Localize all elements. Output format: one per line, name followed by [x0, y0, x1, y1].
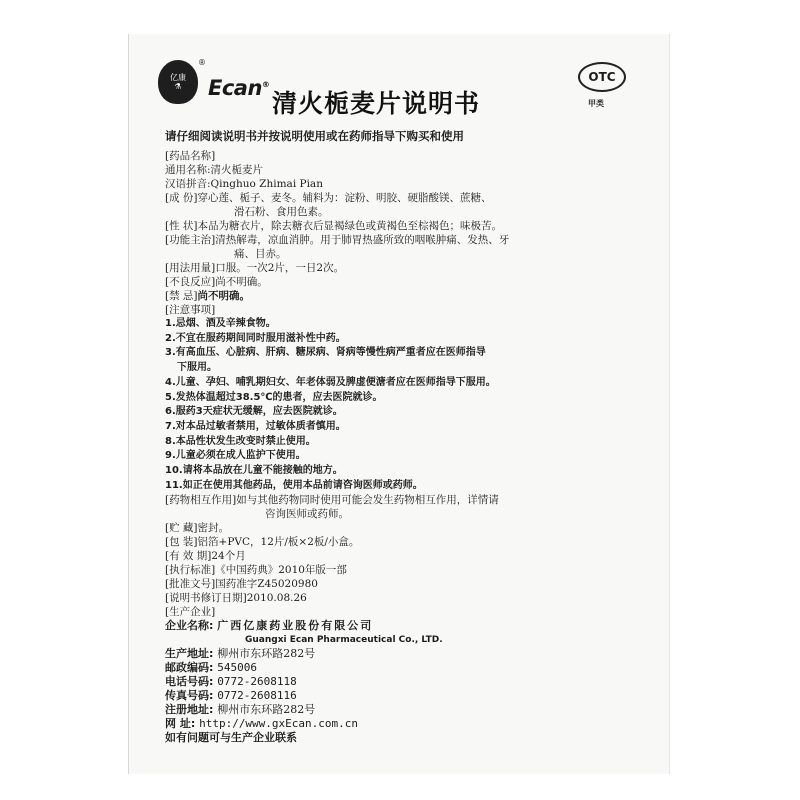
- dosage-value: 口服。一次2片，一日2次。: [215, 262, 345, 274]
- generic-name-label: 通用名称:: [165, 164, 211, 176]
- composition-row: [165, 191, 635, 219]
- seal-text: 亿康: [170, 72, 186, 82]
- company-seal-logo: [158, 58, 206, 104]
- address-label: 生产地址:: [165, 647, 214, 661]
- indications-label: [功能主治]: [165, 234, 216, 246]
- validity-row: [165, 549, 635, 563]
- properties-row: [165, 219, 635, 233]
- package-label: [包 装]: [165, 536, 198, 549]
- standard-label: [执行标准]: [165, 564, 216, 577]
- properties-label: [性 状]: [165, 220, 198, 232]
- registered-address-row: [165, 703, 635, 717]
- pinyin-value: Qinghuo Zhimai Pian: [210, 178, 323, 190]
- pinyin-row: [165, 177, 635, 191]
- generic-name-value: 清火栀麦片: [210, 164, 264, 176]
- approval-label: [批准文号]: [165, 578, 216, 591]
- interactions-row: [165, 493, 635, 521]
- precaution-item-8: 8.本品性状发生改变时禁止使用。: [165, 435, 316, 447]
- storage-label: [贮 藏]: [165, 522, 198, 535]
- brand-logo: [208, 76, 269, 100]
- storage-row: [165, 521, 635, 535]
- contraindications-row: [165, 289, 635, 303]
- otc-class-label: 甲类: [588, 99, 604, 108]
- revision-date-label: [说明书修订日期]: [165, 592, 247, 605]
- precaution-item-3-text: 3.有高血压、心脏病、肝病、糖尿病、肾病等慢性病严重者应在医师指导: [165, 347, 486, 359]
- composition-value: 穿心莲、栀子、麦冬。辅料为：淀粉、明胶、硬脂酸镁、蔗糖、: [197, 192, 492, 204]
- fax-label: 传真号码:: [165, 689, 214, 703]
- validity-value: 24个月: [211, 550, 246, 563]
- section-manufacturer: [生产企业]: [165, 606, 216, 619]
- standard-row: [165, 563, 635, 577]
- precaution-item-9: 9.儿童必须在成人监护下使用。: [165, 450, 306, 462]
- precaution-item-2: 2.不宜在服药期间同时服用滋补性中药。: [165, 332, 346, 344]
- storage-value: 密封。: [197, 522, 230, 535]
- standard-value: 《中国药典》2010年版一部: [215, 564, 347, 577]
- precaution-item-10: 10.请将本品放在儿童不能接触的地方。: [165, 465, 343, 477]
- registered-address-label: 注册地址:: [165, 703, 214, 717]
- adverse-reactions-row: [165, 275, 635, 289]
- zip-label: 邮政编码:: [165, 661, 214, 675]
- contraindications-value: 尚不明确。: [197, 290, 251, 302]
- website-label: 网 址:: [165, 717, 196, 731]
- website-row: [165, 717, 635, 731]
- properties-value: 本品为糖衣片，除去糖衣后显褐绿色或黄褐色至棕褐色；味极苦。: [197, 220, 503, 232]
- precaution-item-4: 4.儿童、孕妇、哺乳期妇女、年老体弱及脾虚便溏者应在医师指导下服用。: [165, 376, 496, 388]
- company-name-row: [165, 619, 635, 633]
- zip-row: [165, 661, 635, 675]
- validity-label: [有 效 期]: [165, 550, 212, 563]
- precaution-item-5: 5.发热体温超过38.5℃的患者，应去医院就诊。: [165, 391, 383, 403]
- interactions-value: 如与其他药物同时使用可能会发生药物相互作用，详情请: [236, 494, 499, 507]
- composition-value-cont: 滑石粉、食用色素。: [234, 206, 329, 218]
- adverse-reactions-label: [不良反应]: [165, 276, 216, 288]
- brand-registered-mark: ®: [261, 80, 270, 89]
- precaution-item-1: 1.忌烟、酒及辛辣食物。: [165, 318, 276, 329]
- interactions-label: [药物相互作用]: [165, 494, 237, 507]
- company-name-value: 广西亿康药业股份有限公司: [217, 619, 374, 633]
- composition-label: [成 份]: [165, 192, 198, 204]
- address-row: [165, 647, 635, 661]
- phone-row: [165, 675, 635, 689]
- package-value: 铝箔+PVC，12片/板×2板/小盒。: [197, 536, 360, 549]
- precaution-item-7: 7.对本品过敏者禁用，过敏体质者慎用。: [165, 420, 346, 432]
- indications-value-cont: 痛、目赤。: [234, 248, 287, 260]
- precaution-item-11: 11.如正在使用其他药品，使用本品前请咨询医师或药师。: [165, 479, 423, 491]
- generic-name-row: [165, 163, 635, 177]
- adverse-reactions-value: 尚不明确。: [215, 276, 268, 288]
- brand-text: Ecan: [208, 76, 262, 100]
- precaution-item-3-cont: 下服用。: [177, 362, 217, 374]
- otc-badge: OTC: [578, 62, 626, 92]
- revision-date-value: 2010.08.26: [246, 592, 307, 605]
- approval-value: 国药准字Z45020980: [215, 578, 318, 591]
- approval-row: [165, 577, 635, 591]
- phone-label: 电话号码:: [165, 675, 214, 689]
- indications-value: 清热解毒，凉血消肿。用于肺胃热盛所致的咽喉肿痛、发热、牙: [215, 234, 510, 246]
- dosage-label: [用法用量]: [165, 262, 216, 274]
- pinyin-label: 汉语拼音:: [165, 178, 211, 190]
- section-drug-name: [药品名称]: [165, 150, 216, 162]
- package-row: [165, 535, 635, 549]
- contraindications-label: [禁 忌]: [165, 290, 198, 302]
- interactions-value-cont: 咨询医师或药师。: [265, 508, 349, 521]
- registered-address-value: 柳州市东环路282号: [217, 703, 316, 717]
- indications-row: [165, 233, 635, 261]
- seal-registered-mark: ®: [198, 58, 206, 67]
- website-value: http://www.gxEcan.com.cn: [199, 717, 359, 731]
- company-name-english: Guangxi Ecan Pharmaceutical Co., LTD.: [245, 635, 443, 646]
- fax-value: 0772-2608116: [217, 689, 297, 703]
- document-title: 清火栀麦片说明书: [272, 89, 481, 118]
- usage-advisory: 请仔细阅读说明书并按说明使用或在药师指导下购买和使用: [165, 129, 464, 143]
- phone-value: 0772-2608118: [217, 675, 297, 689]
- company-name-label: 企业名称:: [165, 619, 214, 633]
- revision-date-row: [165, 591, 635, 605]
- zip-value: 545006: [217, 661, 257, 675]
- seal-icon: ⚗: [174, 82, 182, 91]
- address-value: 柳州市东环路282号: [217, 647, 316, 661]
- precaution-item-6: 6.服药3天症状无缓解，应去医院就诊。: [165, 406, 343, 418]
- leaflet-body: [165, 149, 635, 745]
- precaution-item-3: [165, 346, 635, 375]
- fax-row: [165, 689, 635, 703]
- contact-footer: 如有问题可与生产企业联系: [165, 731, 297, 745]
- dosage-row: [165, 261, 635, 275]
- section-precautions: [注意事项]: [165, 304, 216, 316]
